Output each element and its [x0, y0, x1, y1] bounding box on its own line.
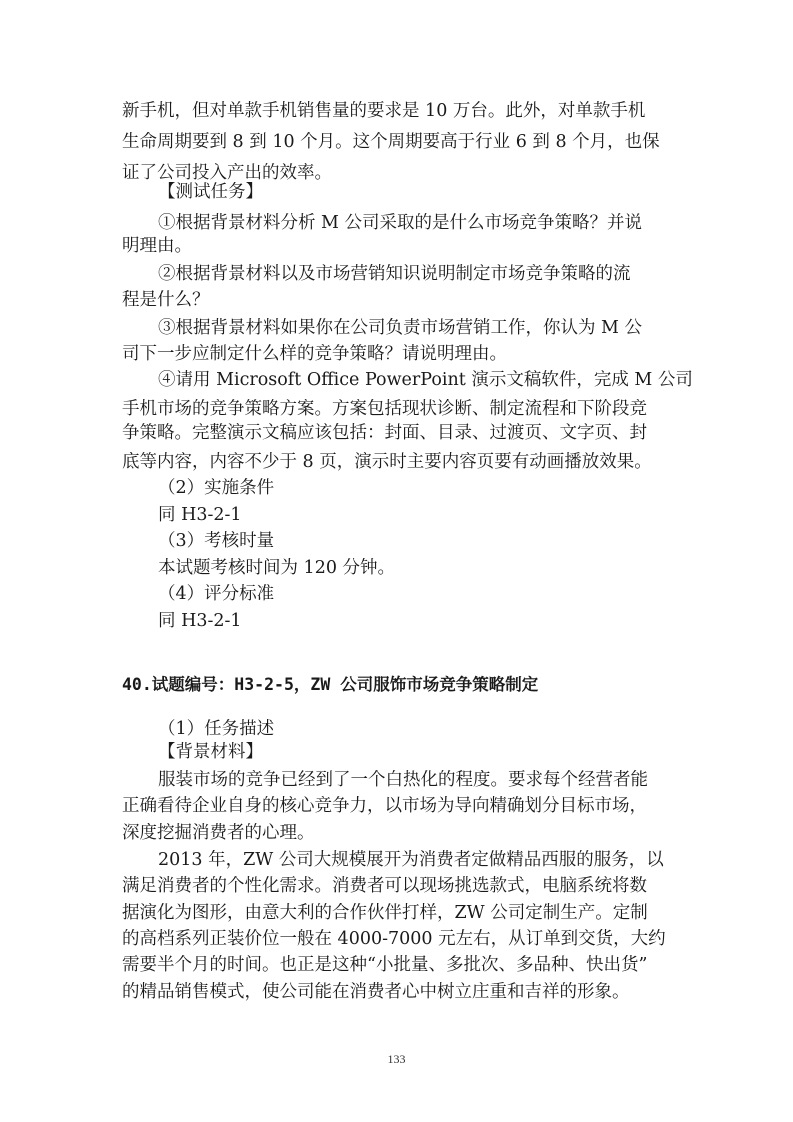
text-line: 生命周期要到 8 到 10 个月。这个周期要高于行业 6 到 8 个月，也保 [122, 132, 660, 152]
subsection-label: （3）考核时量 [158, 531, 275, 551]
question-heading: 40.试题编号：H3-2-5，ZW 公司服饰市场竞争策略制定 [122, 675, 539, 694]
text-line: 明理由。 [122, 236, 192, 256]
text-line: 本试题考核时间为 120 分钟。 [158, 558, 396, 578]
section-label: 【背景材料】 [158, 742, 263, 762]
text-line: 争策略。完整演示文稿应该包括：封面、目录、过渡页、文字页、封 [122, 423, 647, 443]
text-line: 同 H3-2-1 [158, 505, 242, 525]
text-line: 的精品销售模式，使公司能在消费者心中树立庄重和吉祥的形象。 [122, 982, 630, 1002]
text-line: ③根据背景材料如果你在公司负责市场营销工作，你认为 M 公 [158, 318, 643, 338]
text-line: 司下一步应制定什么样的竞争策略？请说明理由。 [122, 344, 507, 364]
text-line: 据演化为图形，由意大利的合作伙伴打样，ZW 公司定制生产。定制 [122, 903, 648, 923]
text-line: 正确看待企业自身的核心竞争力，以市场为导向精确划分目标市场， [122, 796, 647, 816]
text-line: 2013 年，ZW 公司大规模展开为消费者定做精品西服的服务，以 [158, 850, 664, 870]
text-line: 需要半个月的时间。也正是这种“小批量、多批次、多品种、快出货” [122, 955, 648, 975]
text-line: 深度挖掘消费者的心理。 [122, 823, 315, 843]
text-line: 底等内容，内容不少于 8 页，演示时主要内容页要有动画播放效果。 [122, 452, 652, 472]
text-line: 满足消费者的个性化需求。消费者可以现场挑选款式，电脑系统将数 [122, 876, 647, 896]
text-line: 同 H3-2-1 [158, 611, 242, 631]
text-line: 服装市场的竞争已经到了一个白热化的程度。要求每个经营者能 [158, 770, 648, 790]
text-line: 手机市场的竞争策略方案。方案包括现状诊断、制定流程和下阶段竞 [122, 399, 647, 419]
text-line: ②根据背景材料以及市场营销知识说明制定市场竞争策略的流 [158, 264, 631, 284]
text-line: 证了公司投入产出的效率。 [122, 163, 332, 183]
text-line: ①根据背景材料分析 M 公司采取的是什么市场竞争策略？并说 [158, 213, 643, 233]
subsection-label: （4）评分标准 [158, 584, 275, 604]
section-label: 【测试任务】 [158, 182, 263, 202]
subsection-label: （1）任务描述 [158, 719, 275, 739]
text-line: 的高档系列正装价位一般在 4000-7000 元左右，从订单到交货，大约 [122, 929, 666, 949]
page-number: 133 [387, 1052, 406, 1066]
subsection-label: （2）实施条件 [158, 478, 275, 498]
text-line: ④请用 Microsoft Office PowerPoint 演示文稿软件，完成 M 公司 [158, 370, 693, 390]
text-line: 程是什么？ [122, 290, 210, 310]
text-line: 新手机，但对单款手机销售量的要求是 10 万台。此外，对单款手机 [122, 101, 646, 121]
